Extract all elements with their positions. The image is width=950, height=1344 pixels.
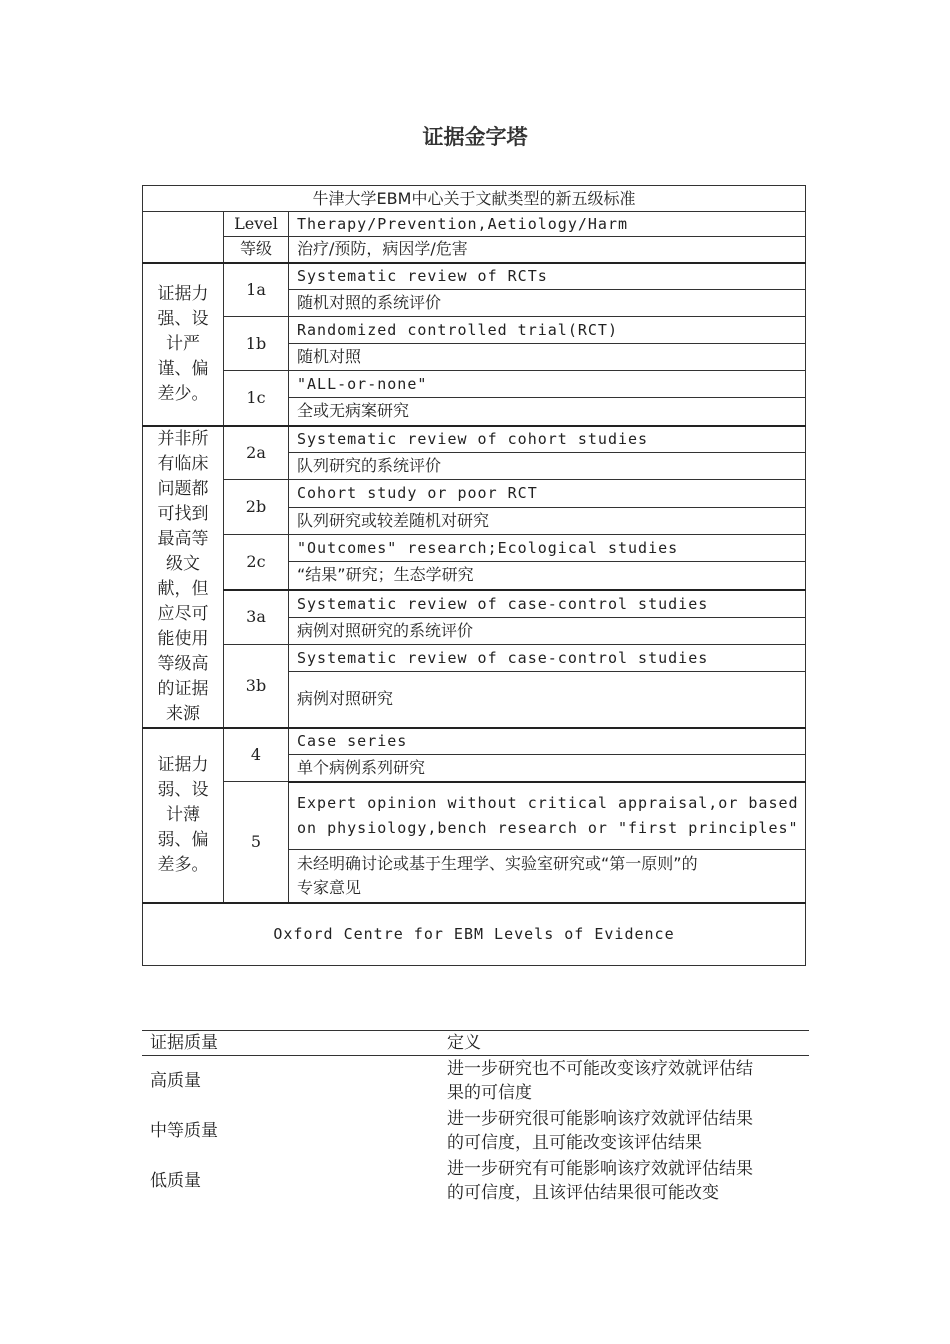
level-cell: 1b: [224, 317, 289, 371]
level-cell: 1c: [224, 371, 289, 426]
evidence-zh: 随机对照的系统评价: [289, 290, 806, 317]
evidence-en: Systematic review of case-control studies: [289, 644, 806, 672]
quality-definition: 进一步研究有可能影响该疗效就评估结果 的可信度，且该评估结果很可能改变: [447, 1159, 753, 1203]
evidence-en: Case series: [289, 728, 806, 755]
evidence-levels-table: [142, 185, 806, 966]
evidence-en: Systematic review of RCTs: [289, 263, 806, 290]
evidence-zh: 病例对照研究: [289, 672, 806, 728]
header-level-en: Level: [224, 212, 289, 237]
evidence-en: Cohort study or poor RCT: [289, 480, 806, 508]
evidence-en: Systematic review of cohort studies: [289, 426, 806, 453]
quality-definition: 进一步研究很可能影响该疗效就评估结果 的可信度，且可能改变该评估结果: [447, 1109, 753, 1153]
level-cell: 4: [224, 728, 289, 782]
level-cell: 3a: [224, 590, 289, 645]
quality-grade: 高质量: [150, 1071, 201, 1091]
header-row-zh: [143, 237, 806, 263]
header-therapy-en: Therapy/Prevention,Aetiology/Harm: [289, 212, 806, 237]
table-caption: 牛津大学EBM中心关于文献类型的新五级标准: [143, 186, 806, 212]
header-therapy-zh: 治疗/预防，病因学/危害: [289, 237, 806, 263]
table-row: [143, 263, 806, 290]
group-label-moderate: 并非所 有临床 问题都 可找到 最高等 级文 献，但 应尽可 能使用 等级高 的证据 来源: [143, 426, 224, 728]
evidence-zh: “结果”研究；生态学研究: [289, 562, 806, 590]
table-row: [143, 426, 806, 453]
table-row: [142, 1056, 809, 1107]
evidence-zh: 单个病例系列研究: [289, 755, 806, 782]
table-row: [142, 1156, 809, 1206]
page-title: 证据金字塔: [422, 125, 528, 149]
evidence-en: Randomized controlled trial(RCT): [289, 317, 806, 344]
quality-grade: 低质量: [150, 1171, 201, 1191]
quality-grade: 中等质量: [150, 1121, 218, 1141]
evidence-zh: 随机对照: [289, 344, 806, 371]
table-row: [143, 534, 806, 562]
table-row: [143, 480, 806, 508]
level-cell: 2c: [224, 534, 289, 590]
table-row: [143, 371, 806, 398]
table-row: [142, 1106, 809, 1156]
table-caption-row: [143, 186, 806, 212]
level-cell: 3b: [224, 644, 289, 728]
evidence-zh: 队列研究的系统评价: [289, 453, 806, 480]
table-row: [143, 644, 806, 672]
evidence-zh: 未经明确讨论或基于生理学、实验室研究或“第一原则”的 专家意见: [289, 850, 806, 903]
header-level-zh: 等级: [224, 237, 289, 263]
level-cell: 5: [224, 782, 289, 903]
table-row: [143, 590, 806, 618]
evidence-en: "Outcomes" research;Ecological studies: [289, 534, 806, 562]
level-cell: 2a: [224, 426, 289, 480]
quality-definition: 进一步研究也不可能改变该疗效就评估结 果的可信度: [447, 1059, 753, 1103]
evidence-quality-table: [142, 1030, 809, 1206]
table-footer-row: [143, 903, 806, 966]
quality-header-row: [142, 1031, 809, 1056]
evidence-en: Systematic review of case-control studies: [289, 590, 806, 618]
table-row: [143, 728, 806, 755]
evidence-en: Expert opinion without critical appraisal,or based on physiology,bench research or "first principles": [289, 782, 806, 850]
group-label-weak: 证据力 弱、设 计薄 弱、偏 差多。: [143, 728, 224, 903]
table-footer: Oxford Centre for EBM Levels of Evidence: [143, 903, 806, 966]
evidence-zh: 队列研究或较差随机对研究: [289, 507, 806, 534]
table-row: [143, 317, 806, 344]
quality-header-definition: 定义: [447, 1033, 481, 1053]
level-cell: 1a: [224, 263, 289, 317]
quality-header-grade: 证据质量: [150, 1033, 218, 1053]
header-row-en: [143, 212, 806, 237]
level-cell: 2b: [224, 480, 289, 535]
evidence-zh: 病例对照研究的系统评价: [289, 617, 806, 644]
group-label-strong: 证据力 强、设 计严 谨、偏 差少。: [143, 263, 224, 426]
evidence-en: "ALL-or-none": [289, 371, 806, 398]
header-blank-cell: [143, 212, 224, 263]
table-row: [143, 782, 806, 850]
evidence-zh: 全或无病案研究: [289, 398, 806, 426]
